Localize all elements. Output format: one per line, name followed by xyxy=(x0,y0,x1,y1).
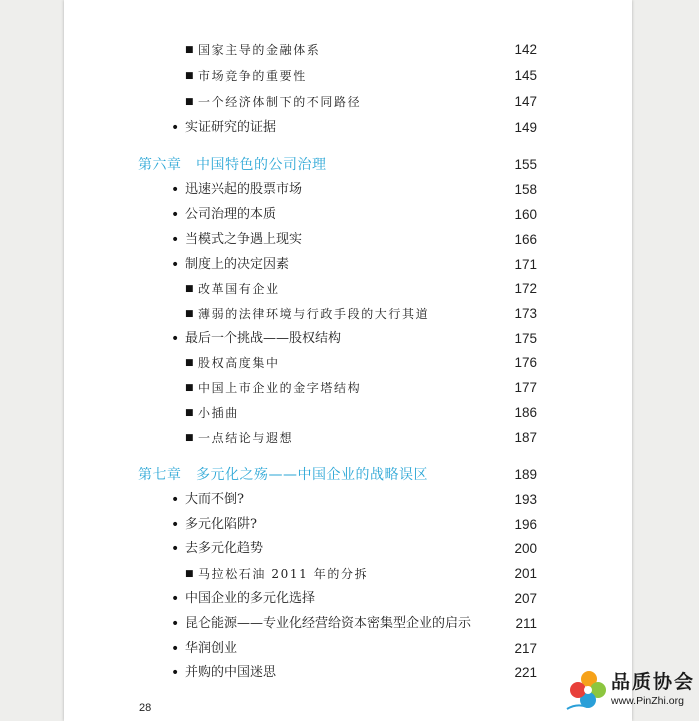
toc-entry-page: 201 xyxy=(514,566,537,581)
toc-entry-title: 制度上的决定因素 xyxy=(185,257,290,272)
toc-entry-page: 177 xyxy=(514,380,537,395)
square-bullet-icon: ■ xyxy=(185,284,194,294)
toc-entry-page: 166 xyxy=(514,232,537,247)
round-bullet-icon: • xyxy=(171,257,180,273)
watermark-name: 品质协会 xyxy=(611,671,696,693)
toc-entry-title: 多元化陷阱? xyxy=(185,517,257,532)
toc-subsection-item[interactable] xyxy=(64,562,632,586)
round-bullet-icon: • xyxy=(171,665,180,681)
round-bullet-icon: • xyxy=(171,182,180,198)
toc-entry-page: 189 xyxy=(514,467,537,482)
toc-entry-page: 200 xyxy=(514,541,537,556)
toc-entry-title: 中国企业的多元化选择 xyxy=(185,591,316,606)
toc-entry-page: 176 xyxy=(514,355,537,370)
toc-section-item[interactable] xyxy=(64,612,632,636)
toc-section-item[interactable] xyxy=(64,228,632,252)
toc-entry-title: 去多元化趋势 xyxy=(185,541,264,556)
toc-section-item[interactable] xyxy=(64,178,632,202)
square-bullet-icon: ■ xyxy=(185,309,194,319)
toc-entry-title: 小插曲 xyxy=(198,406,239,420)
toc-entry-title: 国家主导的金融体系 xyxy=(198,43,321,57)
toc-entry-page: 171 xyxy=(514,257,537,272)
toc-entry-page: 207 xyxy=(514,591,537,606)
toc-subsection-item[interactable] xyxy=(64,426,632,450)
toc-subsection-item[interactable] xyxy=(64,376,632,400)
toc-entry-title: 一个经济体制下的不同路径 xyxy=(198,95,362,109)
toc-entry-title: 股权高度集中 xyxy=(198,356,280,370)
toc-chapter-heading[interactable] xyxy=(64,153,632,177)
toc-entry-title: 一点结论与遐想 xyxy=(198,431,294,445)
toc-entry-page: 187 xyxy=(514,430,537,445)
square-bullet-icon: ■ xyxy=(185,71,194,81)
toc-section-item[interactable] xyxy=(64,253,632,277)
round-bullet-icon: • xyxy=(171,331,180,347)
toc-subsection-item[interactable] xyxy=(64,302,632,326)
toc-entry-title: 第六章 中国特色的公司治理 xyxy=(138,157,327,173)
round-bullet-icon: • xyxy=(171,591,180,607)
toc-subsection-item[interactable] xyxy=(64,38,632,62)
toc-entry-page: 211 xyxy=(515,616,537,631)
watermark-url: www.PinZhi.org xyxy=(611,695,684,707)
toc-entry-title: 昆仑能源——专业化经营给资本密集型企业的启示 xyxy=(185,616,472,631)
square-bullet-icon: ■ xyxy=(185,45,194,55)
round-bullet-icon: • xyxy=(171,641,180,657)
book-page xyxy=(64,0,632,721)
toc-entry-page: 193 xyxy=(514,492,537,507)
toc-entry-title: 迅速兴起的股票市场 xyxy=(185,182,303,197)
square-bullet-icon: ■ xyxy=(185,358,194,368)
toc-entry-title: 改革国有企业 xyxy=(198,282,280,296)
round-bullet-icon: • xyxy=(171,616,180,632)
toc-entry-page: 149 xyxy=(514,120,537,135)
toc-entry-title: 大而不倒? xyxy=(185,492,244,507)
toc-entry-title: 实证研究的证据 xyxy=(185,120,277,135)
toc-entry-page: 160 xyxy=(514,207,537,222)
toc-entry-page: 173 xyxy=(514,306,537,321)
toc-section-item[interactable] xyxy=(64,203,632,227)
toc-section-item[interactable] xyxy=(64,661,632,685)
round-bullet-icon: • xyxy=(171,232,180,248)
toc-entry-title: 公司治理的本质 xyxy=(185,207,277,222)
toc-entry-page: 196 xyxy=(514,517,537,532)
toc-entry-title: 中国上市企业的金字塔结构 xyxy=(198,381,362,395)
toc-entry-page: 221 xyxy=(514,665,537,680)
round-bullet-icon: • xyxy=(171,492,180,508)
toc-subsection-item[interactable] xyxy=(64,64,632,88)
toc-entry-page: 147 xyxy=(514,94,537,109)
toc-section-item[interactable] xyxy=(64,116,632,140)
toc-section-item[interactable] xyxy=(64,488,632,512)
toc-entry-page: 175 xyxy=(514,331,537,346)
toc-entry-page: 158 xyxy=(514,182,537,197)
toc-subsection-item[interactable] xyxy=(64,90,632,114)
toc-entry-page: 186 xyxy=(514,405,537,420)
square-bullet-icon: ■ xyxy=(185,569,194,579)
round-bullet-icon: • xyxy=(171,541,180,557)
toc-entry-title: 马拉松石油 2011 年的分拆 xyxy=(198,567,369,581)
toc-entry-title: 最后一个挑战——股权结构 xyxy=(185,331,342,346)
square-bullet-icon: ■ xyxy=(185,97,194,107)
toc-section-item[interactable] xyxy=(64,537,632,561)
toc-entry-page: 172 xyxy=(514,281,537,296)
round-bullet-icon: • xyxy=(171,120,180,136)
round-bullet-icon: • xyxy=(171,207,180,223)
toc-subsection-item[interactable] xyxy=(64,351,632,375)
toc-entry-title: 薄弱的法律环境与行政手段的大行其道 xyxy=(198,307,430,321)
toc-entry-title: 当模式之争遇上现实 xyxy=(185,232,303,247)
page-number: 28 xyxy=(139,702,152,714)
toc-subsection-item[interactable] xyxy=(64,277,632,301)
toc-section-item[interactable] xyxy=(64,587,632,611)
square-bullet-icon: ■ xyxy=(185,408,194,418)
toc-entry-page: 217 xyxy=(514,641,537,656)
toc-entry-title: 华润创业 xyxy=(185,641,238,656)
toc-section-item[interactable] xyxy=(64,327,632,351)
square-bullet-icon: ■ xyxy=(185,433,194,443)
toc-entry-page: 145 xyxy=(514,68,537,83)
toc-entry-title: 并购的中国迷思 xyxy=(185,665,277,680)
toc-entry-page: 142 xyxy=(514,42,537,57)
toc-section-item[interactable] xyxy=(64,637,632,661)
pinzhi-watermark xyxy=(565,665,696,717)
round-bullet-icon: • xyxy=(171,517,180,533)
toc-entry-title: 市场竞争的重要性 xyxy=(198,69,307,83)
square-bullet-icon: ■ xyxy=(185,383,194,393)
toc-entry-title: 第七章 多元化之殇——中国企业的战略误区 xyxy=(138,467,428,483)
pinwheel-logo-icon xyxy=(565,669,609,713)
toc-subsection-item[interactable] xyxy=(64,401,632,425)
toc-chapter-heading[interactable] xyxy=(64,463,632,487)
toc-section-item[interactable] xyxy=(64,513,632,537)
toc-entry-page: 155 xyxy=(514,157,537,172)
